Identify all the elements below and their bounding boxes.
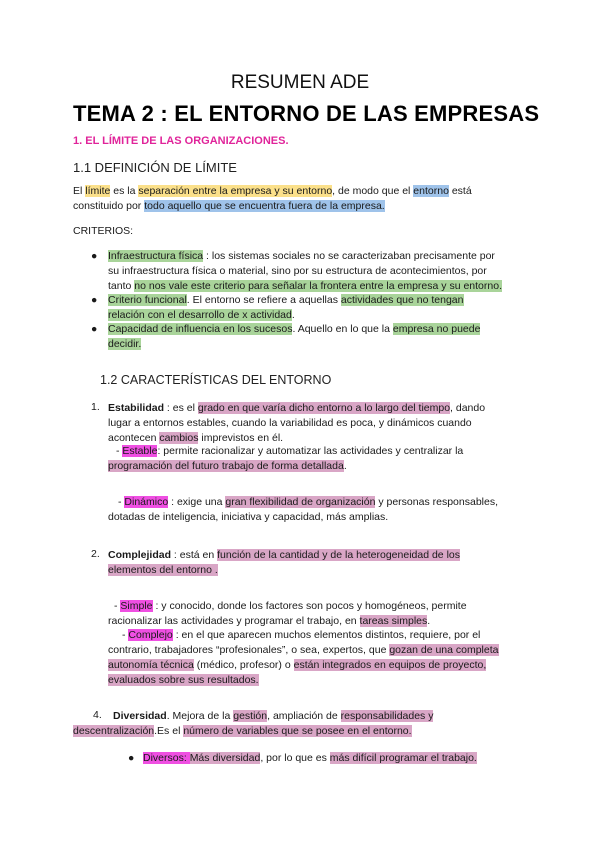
text-run: y personas responsables, [375,496,498,508]
highlight: número de variables que se posee en el entorno. [183,725,412,737]
criterio-item-3 [108,322,548,352]
text-run: , por lo que es [260,752,330,764]
text-run: : está en [171,549,218,561]
term-label: Diversidad [113,710,167,722]
highlight: gran flexibilidad de organización [225,496,376,508]
highlight: Infraestructura física [108,250,204,262]
dinamico-subitem [108,495,548,525]
highlight-estable: Estable [122,445,158,457]
text-run: . El entorno se refiere a aquellas [186,294,341,306]
highlight: autonomía técnica [108,659,194,671]
highlight: evaluados sobre sus resultados. [108,674,259,686]
text-run: : exige una [168,496,226,508]
highlight-diversos: Diversos: [143,752,190,764]
criterio-item-2 [108,293,548,323]
text-run: acontecen [108,432,160,444]
simple-subitem [108,599,548,629]
subsection-heading-1-1: 1.1 DEFINICIÓN DE LÍMITE [73,160,237,175]
highlight-dinamico: Dinámico [124,496,169,508]
text-run: : los sistemas sociales no se caracterizaban precisamente por [203,250,495,262]
highlight: responsabilidades y [340,710,434,722]
text-run: : en el que aparecen muchos elementos distintos, requiere, por el [172,629,481,641]
highlight: gestión [233,710,268,722]
text-run: - [122,629,129,641]
list-number: 4. [93,709,102,721]
subsection-heading-1-2: 1.2 CARACTERÍSTICAS DEL ENTORNO [100,373,332,387]
document-subtitle: RESUMEN ADE [230,72,370,93]
criterios-label: CRITERIOS: [73,225,134,237]
highlight-limite: límite [85,185,111,197]
text-run: - [116,445,123,457]
criterio-item-1 [108,249,548,294]
text-run: racionalizar las actividades y programar el trabajo, en [108,615,360,627]
text-run: su infraestructura física o material, sino por su estructura de acontecimientos, por [108,265,487,277]
highlight-simple: Simple [120,600,153,612]
text-run: , de modo que el [332,185,414,197]
diversos-subitem [143,751,543,766]
highlight-separacion: separación entre la empresa y su entorno [138,185,333,197]
text-run: , ampliación de [267,710,341,722]
term-label: Complejidad [108,549,172,561]
highlight: función de la cantidad y de la heterogeneidad de los [217,549,460,561]
bullet-icon: ● [91,323,98,335]
highlight: empresa no puede [392,323,481,335]
text-run: es la [110,185,139,197]
highlight: Criterio funcional [108,294,187,306]
highlight: Más diversidad [189,752,261,764]
estable-subitem [108,444,548,474]
section-heading-1: 1. EL LÍMITE DE LAS ORGANIZACIONES. [73,135,289,147]
highlight: descentralización [73,725,155,737]
text-run: . Mejora de la [166,710,234,722]
text-run: imprevistos en él. [198,432,284,444]
highlight-entorno: entorno [413,185,449,197]
highlight: cambios [159,432,199,444]
text-run: - [118,496,125,508]
estabilidad-item [108,401,538,446]
highlight: actividades que no tengan [340,294,464,306]
text-run: (médico, profesor) o [193,659,294,671]
highlight: relación con el desarrollo de x actividad [108,309,292,321]
highlight: más difícil programar el trabajo. [329,752,477,764]
highlight: decidir. [108,338,142,350]
text-run: : y conocido, donde los factores son pocos y homogéneos, permite [152,600,467,612]
text-run: está [448,185,472,197]
text-run: - [114,600,121,612]
text-run: : es el [164,402,198,414]
complejo-subitem [108,628,548,688]
text-run: .Es el [154,725,184,737]
document-title: TEMA 2 : EL ENTORNO DE LAS EMPRESAS [73,101,540,126]
highlight: no nos vale este criterio para señalar la frontera entre la empresa y su entorno. [134,280,502,292]
text-run: tanto [108,280,135,292]
highlight-fuera: todo aquello que se encuentra fuera de la empresa. [144,200,385,212]
diversidad-item [73,709,543,739]
complejidad-item [108,548,538,578]
text-run: , dando [450,402,486,414]
highlight: elementos del entorno . [108,564,218,576]
bullet-icon: ● [91,250,98,262]
text-run: lugar a entornos estables, cuando la variabilidad es poca, y dinámicos cuando [108,417,472,429]
bullet-icon: ● [128,752,135,764]
list-number: 1. [91,401,100,413]
text-run: . [343,460,347,472]
highlight: están integrados en equipos de proyecto, [293,659,487,671]
bullet-icon: ● [91,294,98,306]
term-label: Estabilidad [108,402,165,414]
highlight: Capacidad de influencia en los sucesos [108,323,293,335]
highlight: gozan de una completa [389,644,499,656]
text-run: : permite racionalizar y automatizar las actividades y centralizar la [157,445,464,457]
highlight: tareas simples [359,615,428,627]
definition-paragraph [73,184,533,214]
text-run: dotadas de inteligencia, iniciativa y capacidad, más amplias. [108,511,389,523]
highlight-complejo: Complejo [128,629,173,641]
highlight: programación del futuro trabajo de forma detallada [108,460,344,472]
text-run: contrario, trabajadores “profesionales”, o sea, expertos, que [108,644,390,656]
highlight: grado en que varía dicho entorno a lo largo del tiempo [197,402,451,414]
text-run: constituido por [73,200,145,212]
list-number: 2. [91,548,100,560]
text-run: El [73,185,86,197]
text-run: . [427,615,431,627]
text-run: . [291,309,295,321]
text-run: . Aquello en lo que la [292,323,393,335]
